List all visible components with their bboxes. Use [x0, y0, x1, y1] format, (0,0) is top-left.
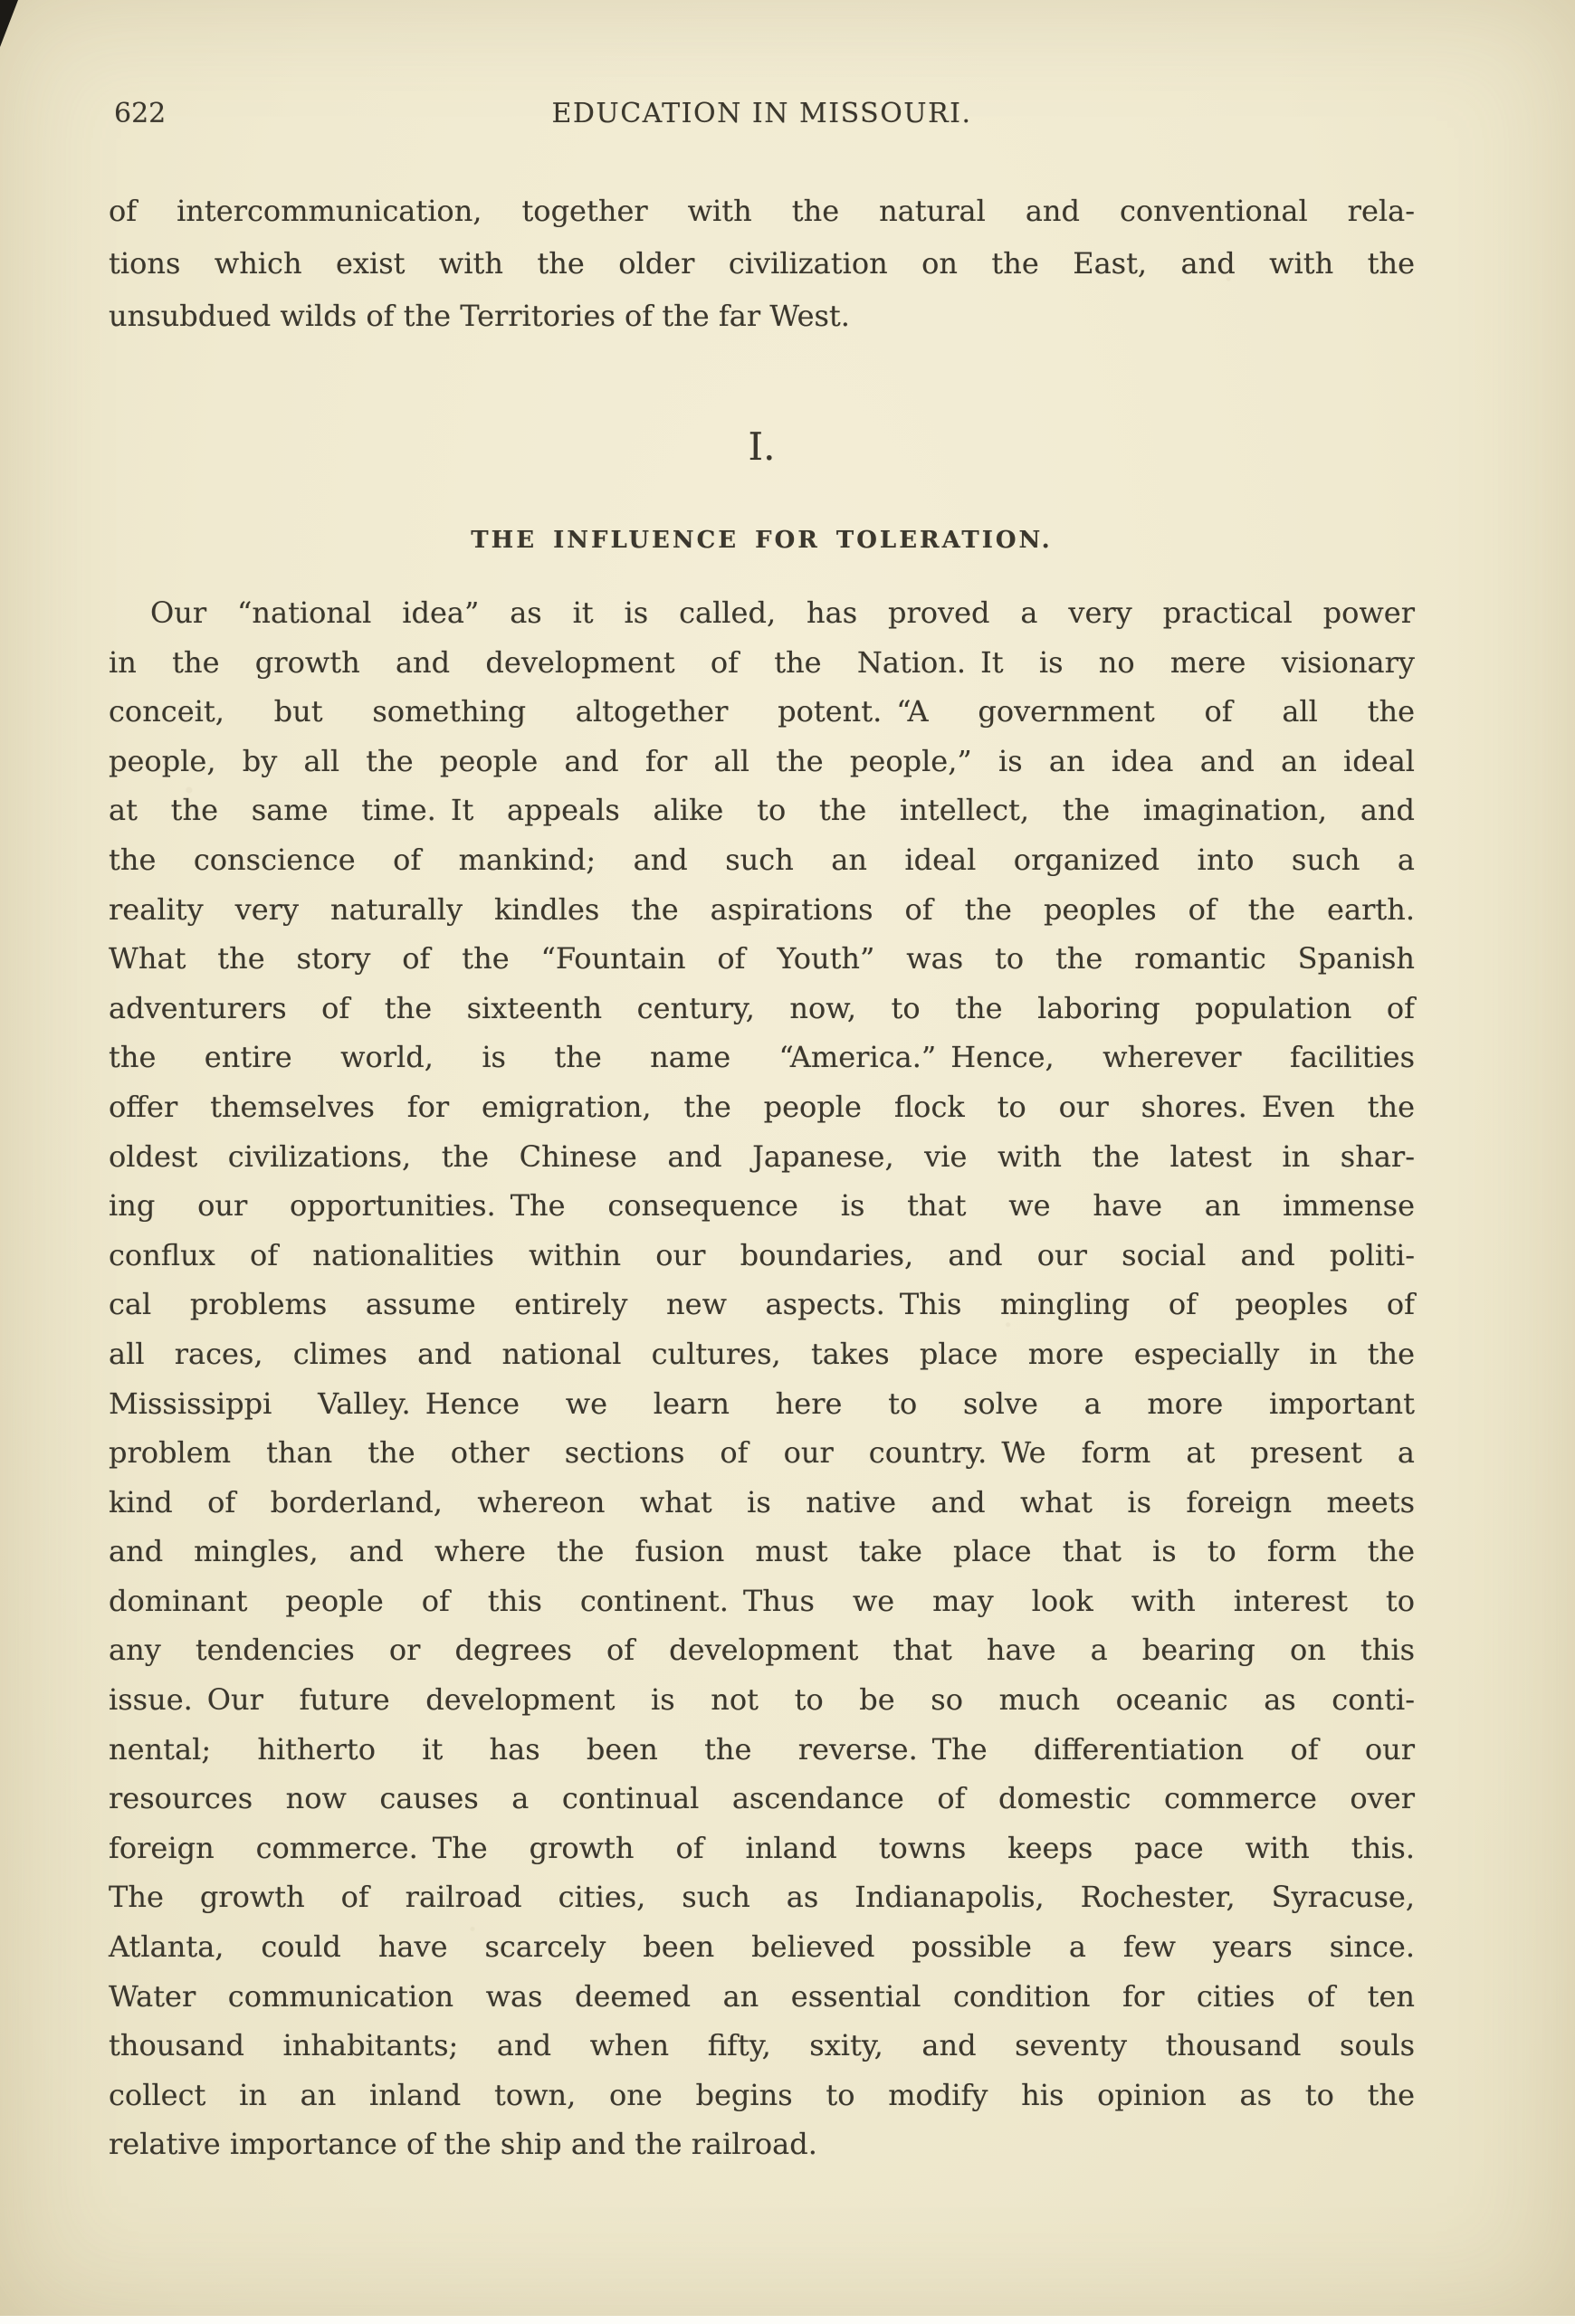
section-numeral: I.: [748, 424, 776, 469]
text-line: adventurers of the sixteenth century, now, to the laboring population of: [109, 990, 1415, 1025]
scan-corner-artifact: [0, 0, 18, 47]
text-line: ing our opportunities. The consequence is that we have an immense: [109, 1188, 1415, 1224]
text-line: conflux of nationalities within our boundaries, and our social and politi-: [109, 1237, 1415, 1272]
text-line: reality very naturally kindles the aspirations of the peoples of the earth.: [109, 891, 1415, 927]
text-line: Water communication was deemed an essential condition for cities of ten: [109, 1978, 1415, 2014]
text-line: collect in an inland town, one begins to modify his opinion as to the: [109, 2077, 1415, 2112]
text-line: Atlanta, could have scarcely been believed possible a few years since.: [109, 1929, 1415, 1965]
text-line: offer themselves for emigration, the people flock to our shores. Even the: [109, 1089, 1415, 1124]
text-line: any tendencies or degrees of development that have a bearing on this: [109, 1633, 1415, 1668]
section-subheading: THE INFLUENCE FOR TOLERATION.: [471, 527, 1053, 554]
text-line: Mississippi Valley. Hence we learn here to solve a more important: [109, 1386, 1415, 1421]
intro-paragraph: [109, 185, 1415, 342]
running-head: [109, 0, 1415, 132]
scan-edge-strip: [0, 2316, 1575, 2324]
running-title: EDUCATION IN MISSOURI.: [551, 98, 972, 129]
text-line: cal problems assume entirely new aspects. This mingling of peoples of: [109, 1287, 1415, 1322]
text-line: unsubdued wilds of the Territories of the far West.: [109, 299, 850, 333]
body-paragraph: [109, 588, 1415, 2169]
text-line: tions which exist with the older civilization on the East, and with the: [109, 246, 1415, 281]
text-line: kind of borderland, whereon what is native and what is foreign meets: [109, 1484, 1415, 1519]
page-number: 622: [114, 98, 167, 129]
text-line: resources now causes a continual ascendance of domestic commerce over: [109, 1781, 1415, 1816]
text-line: The growth of railroad cities, such as Indianapolis, Rochester, Syracuse,: [109, 1880, 1415, 1915]
text-line: and mingles, and where the fusion must take place that is to form the: [109, 1534, 1415, 1569]
text-line: conceit, but something altogether potent. “A government of all the: [109, 694, 1415, 729]
text-line: the entire world, is the name “America.” Hence, wherever facilities: [109, 1040, 1415, 1075]
text-line: What the story of the “Fountain of Youth” was to the romantic Spanish: [109, 941, 1415, 976]
text-line: thousand inhabitants; and when fifty, sxity, and seventy thousand souls: [109, 2028, 1415, 2063]
text-line: all races, climes and national cultures, takes place more especially in the: [109, 1336, 1415, 1371]
text-line: at the same time. It appeals alike to the intellect, the imagination, and: [109, 793, 1415, 828]
text-line: in the growth and development of the Nation. It is no mere visionary: [109, 644, 1415, 680]
text-column: [109, 0, 1415, 2169]
text-line: the conscience of mankind; and such an ideal organized into such a: [109, 842, 1415, 877]
text-line: nental; hitherto it has been the reverse. The differentiation of our: [109, 1731, 1415, 1767]
text-line: of intercommunication, together with the natural and conventional rela-: [109, 194, 1415, 228]
text-line: oldest civilizations, the Chinese and Japanese, vie with the latest in shar-: [109, 1138, 1415, 1174]
text-line: foreign commerce. The growth of inland towns keeps pace with this.: [109, 1830, 1415, 1865]
text-line: relative importance of the ship and the railroad.: [109, 2127, 817, 2162]
text-line: people, by all the people and for all the people,” is an idea and an ideal: [109, 743, 1415, 778]
text-line: problem than the other sections of our country. We form at present a: [109, 1435, 1415, 1471]
text-line: issue. Our future development is not to be so much oceanic as conti-: [109, 1682, 1415, 1718]
text-line: dominant people of this continent. Thus we may look with interest to: [109, 1583, 1415, 1618]
text-line: Our “national idea” as it is called, has proved a very practical power: [150, 595, 1415, 630]
